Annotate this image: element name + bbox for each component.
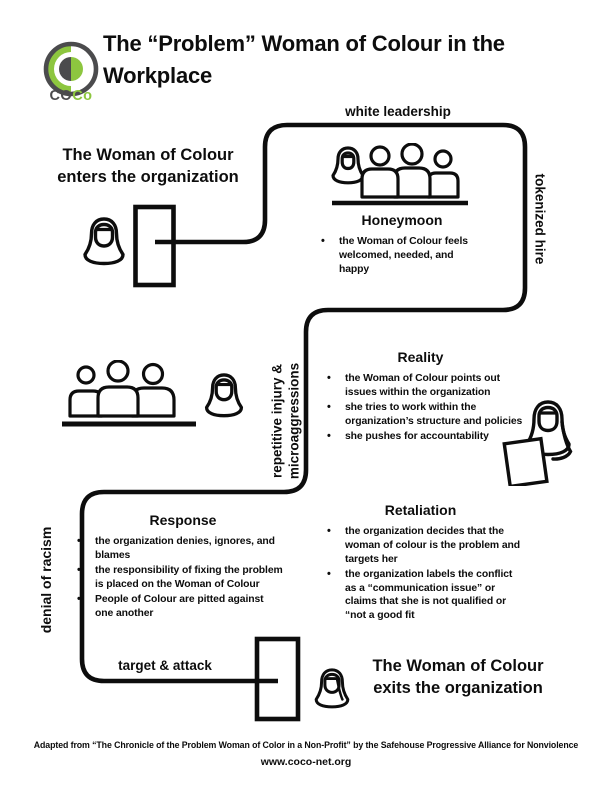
entry-door xyxy=(136,207,174,285)
woman-with-paper-icon xyxy=(500,400,578,486)
entry-label-line1: The Woman of Colour xyxy=(62,146,234,164)
edge-label-target-attack: target & attack xyxy=(118,658,212,673)
bullet-item: • the Woman of Colour points out issues within the organization xyxy=(318,372,523,400)
stage-honeymoon xyxy=(312,213,492,278)
stage-reality xyxy=(318,350,523,445)
bullet-item: • the organization denies, ignores, and blames xyxy=(68,535,298,563)
stage-response xyxy=(68,513,298,622)
stage-title: Retaliation xyxy=(384,502,457,518)
bullet-item: • the organization labels the conflict as a “communication issue” or claims that she is not qualified or “not a good fit xyxy=(318,568,523,623)
bullet-item: • she tries to work within the organization’s structure and policies xyxy=(318,401,523,429)
stage-retaliation xyxy=(318,503,523,625)
stage-title: Reality xyxy=(397,349,444,365)
bullet-item: • People of Colour are pitted against one another xyxy=(68,593,298,621)
bullet-item: • the responsibility of fixing the problem is placed on the Woman of Colour xyxy=(68,564,298,592)
logo-text-dark: CO xyxy=(49,88,73,104)
woman-alone-icon xyxy=(202,372,246,420)
footer-credit: Adapted from “The Chronicle of the Problem Woman of Color in a Non-Profit” by the Safehouse Progressive Alliance for Nonviolence xyxy=(33,740,579,750)
woman-exiting-icon xyxy=(312,664,352,714)
edge-label-repetitive-injury: repetitive injury & microaggressions xyxy=(269,362,301,480)
exit-label-line1: The Woman of Colour xyxy=(372,657,544,675)
exit-label-line2: exits the organization xyxy=(373,679,543,697)
edge-label-tokenized-hire: tokenized hire xyxy=(532,173,548,265)
footer-website: www.coco-net.org xyxy=(260,756,352,768)
entry-label xyxy=(38,144,258,188)
bullet-item: • the organization decides that the woman of colour is the problem and targets her xyxy=(318,525,523,566)
edge-label-denial-of-racism: denial of racism xyxy=(38,526,54,634)
exit-label xyxy=(348,655,568,699)
logo-text-green: Co xyxy=(72,88,93,104)
stage-title: Response xyxy=(149,512,217,528)
page-title-line2: Workplace xyxy=(103,63,213,88)
bullet-item: • the Woman of Colour feels welcomed, needed, and happy xyxy=(312,235,492,276)
bullet-item: • she pushes for accountability xyxy=(318,430,523,444)
page-title-line1: The “Problem” Woman of Colour in the xyxy=(103,31,505,56)
stage-title: Honeymoon xyxy=(361,212,443,228)
meeting-group-icon xyxy=(58,360,200,428)
edge-label-white-leadership: white leadership xyxy=(345,104,451,119)
team-group-icon xyxy=(328,143,470,207)
woman-entering-icon xyxy=(80,216,128,268)
entry-label-line2: enters the organization xyxy=(57,168,239,186)
